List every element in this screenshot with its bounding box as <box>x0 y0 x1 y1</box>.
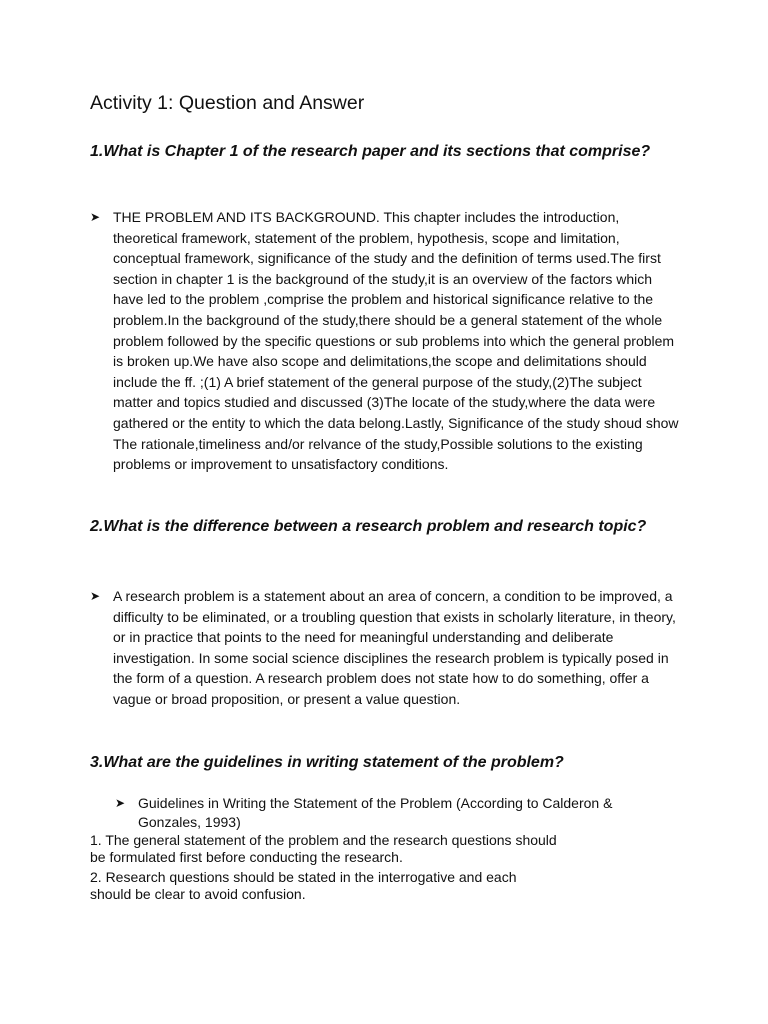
page-title: Activity 1: Question and Answer <box>90 92 365 114</box>
answer-3-text: Guidelines in Writing the Statement of the Problem (According to Calderon & Gonzales, 1993) <box>138 795 613 830</box>
question-1-heading: 1.What is Chapter 1 of the research paper and its sections that comprise? <box>90 143 651 160</box>
answer-2-bullet <box>90 586 690 710</box>
answer-2-text: A research problem is a statement about an area of concern, a condition to be improved, a difficulty to be eliminated, or a troubling question that exists in scholarly literature, in theory, or in practice that points to the need for meaningful understanding and deliberate investigation. In some social science disciplines the research problem is typically posed in the form of a question. A research problem does not state how to do something, offer a vague or broad proposition, or present a value question. <box>113 588 676 707</box>
arrowhead-bullet-icon: ➤ <box>90 210 101 224</box>
question-2-heading: 2.What is the difference between a research problem and research topic? <box>90 518 647 535</box>
arrowhead-bullet-icon: ➤ <box>115 796 126 810</box>
question-3-heading: 3.What are the guidelines in writing statement of the problem? <box>90 754 564 771</box>
answer-1-text: THE PROBLEM AND ITS BACKGROUND. This chapter includes the introduction, theoretical framework, statement of the problem, hypothesis, scope and limitation, conceptual framework, significance of the study and the definition of terms used.The first section in chapter 1 is the background of the study,it is an overview of the factors which have led to the problem ,comprise the problem and historical significance relative to the problem.In the background of the study,there should be a general statement of the whole problem followed by the specific questions or sub problems into which the general problem is broken up.We have also scope and delimitations,the scope and delimitations should include the ff. ;(1) A brief statement of the general purpose of the study,(2)The subject matter and topics studied and discussed (3)The locate of the study,where the data were gathered or the entity to which the data belong.Lastly, Significance of the study shoud show The rationale,timeliness and/or relvance of the study,Possible solutions to the existing problems or improvement to unsatisfactory conditions. <box>113 209 679 473</box>
guideline-item-1: 1. The general statement of the problem and the research questions should be formulated first before conducting the research. <box>90 832 557 865</box>
answer-1-bullet <box>90 207 690 475</box>
answer-3-bullet <box>115 794 655 832</box>
arrowhead-bullet-icon: ➤ <box>90 589 101 603</box>
guideline-item-2: 2. Research questions should be stated in the interrogative and each should be clear to avoid confusion. <box>90 869 517 902</box>
